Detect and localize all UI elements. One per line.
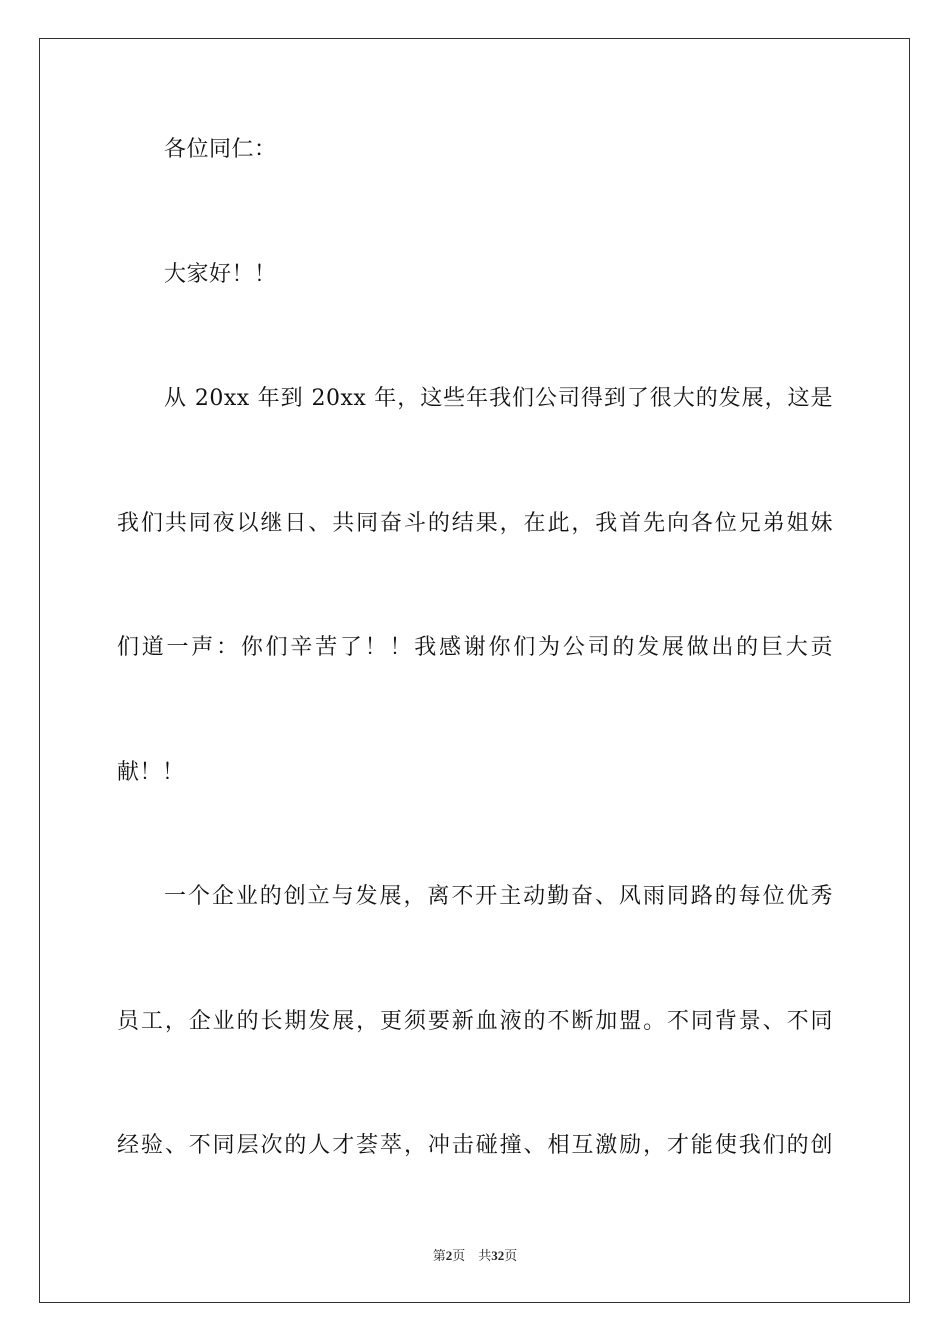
text-line: 经验、不同层次的人才荟萃，冲击碰撞、相互激励，才能使我们的创 [117, 1133, 833, 1158]
page-label-mid: 页 共 [452, 1249, 492, 1264]
text-line: 从 20xx 年到 20xx 年，这些年我们公司得到了很大的发展，这是 [164, 386, 833, 411]
page-label-prefix: 第 [432, 1249, 446, 1264]
page-label-suffix: 页 [504, 1249, 518, 1264]
text-line: 员工，企业的长期发展，更须要新血液的不断加盟。不同背景、不同 [117, 1009, 833, 1034]
page-border [39, 38, 910, 1303]
current-page-number: 2 [445, 1248, 453, 1263]
text-line-hello: 大家好！！ [164, 262, 277, 287]
text-line: 我们共同夜以继日、共同奋斗的结果，在此，我首先向各位兄弟姐妹 [117, 511, 833, 536]
total-page-number: 32 [491, 1248, 505, 1263]
text-line-greeting: 各位同仁： [164, 137, 277, 162]
text-line: 献！！ [117, 760, 185, 785]
text-line: 一个企业的创立与发展，离不开主动勤奋、风雨同路的每位优秀 [164, 884, 833, 909]
page-number-footer [0, 1246, 950, 1267]
text-line: 们道一声：你们辛苦了！！我感谢你们为公司的发展做出的巨大贡 [117, 635, 833, 660]
